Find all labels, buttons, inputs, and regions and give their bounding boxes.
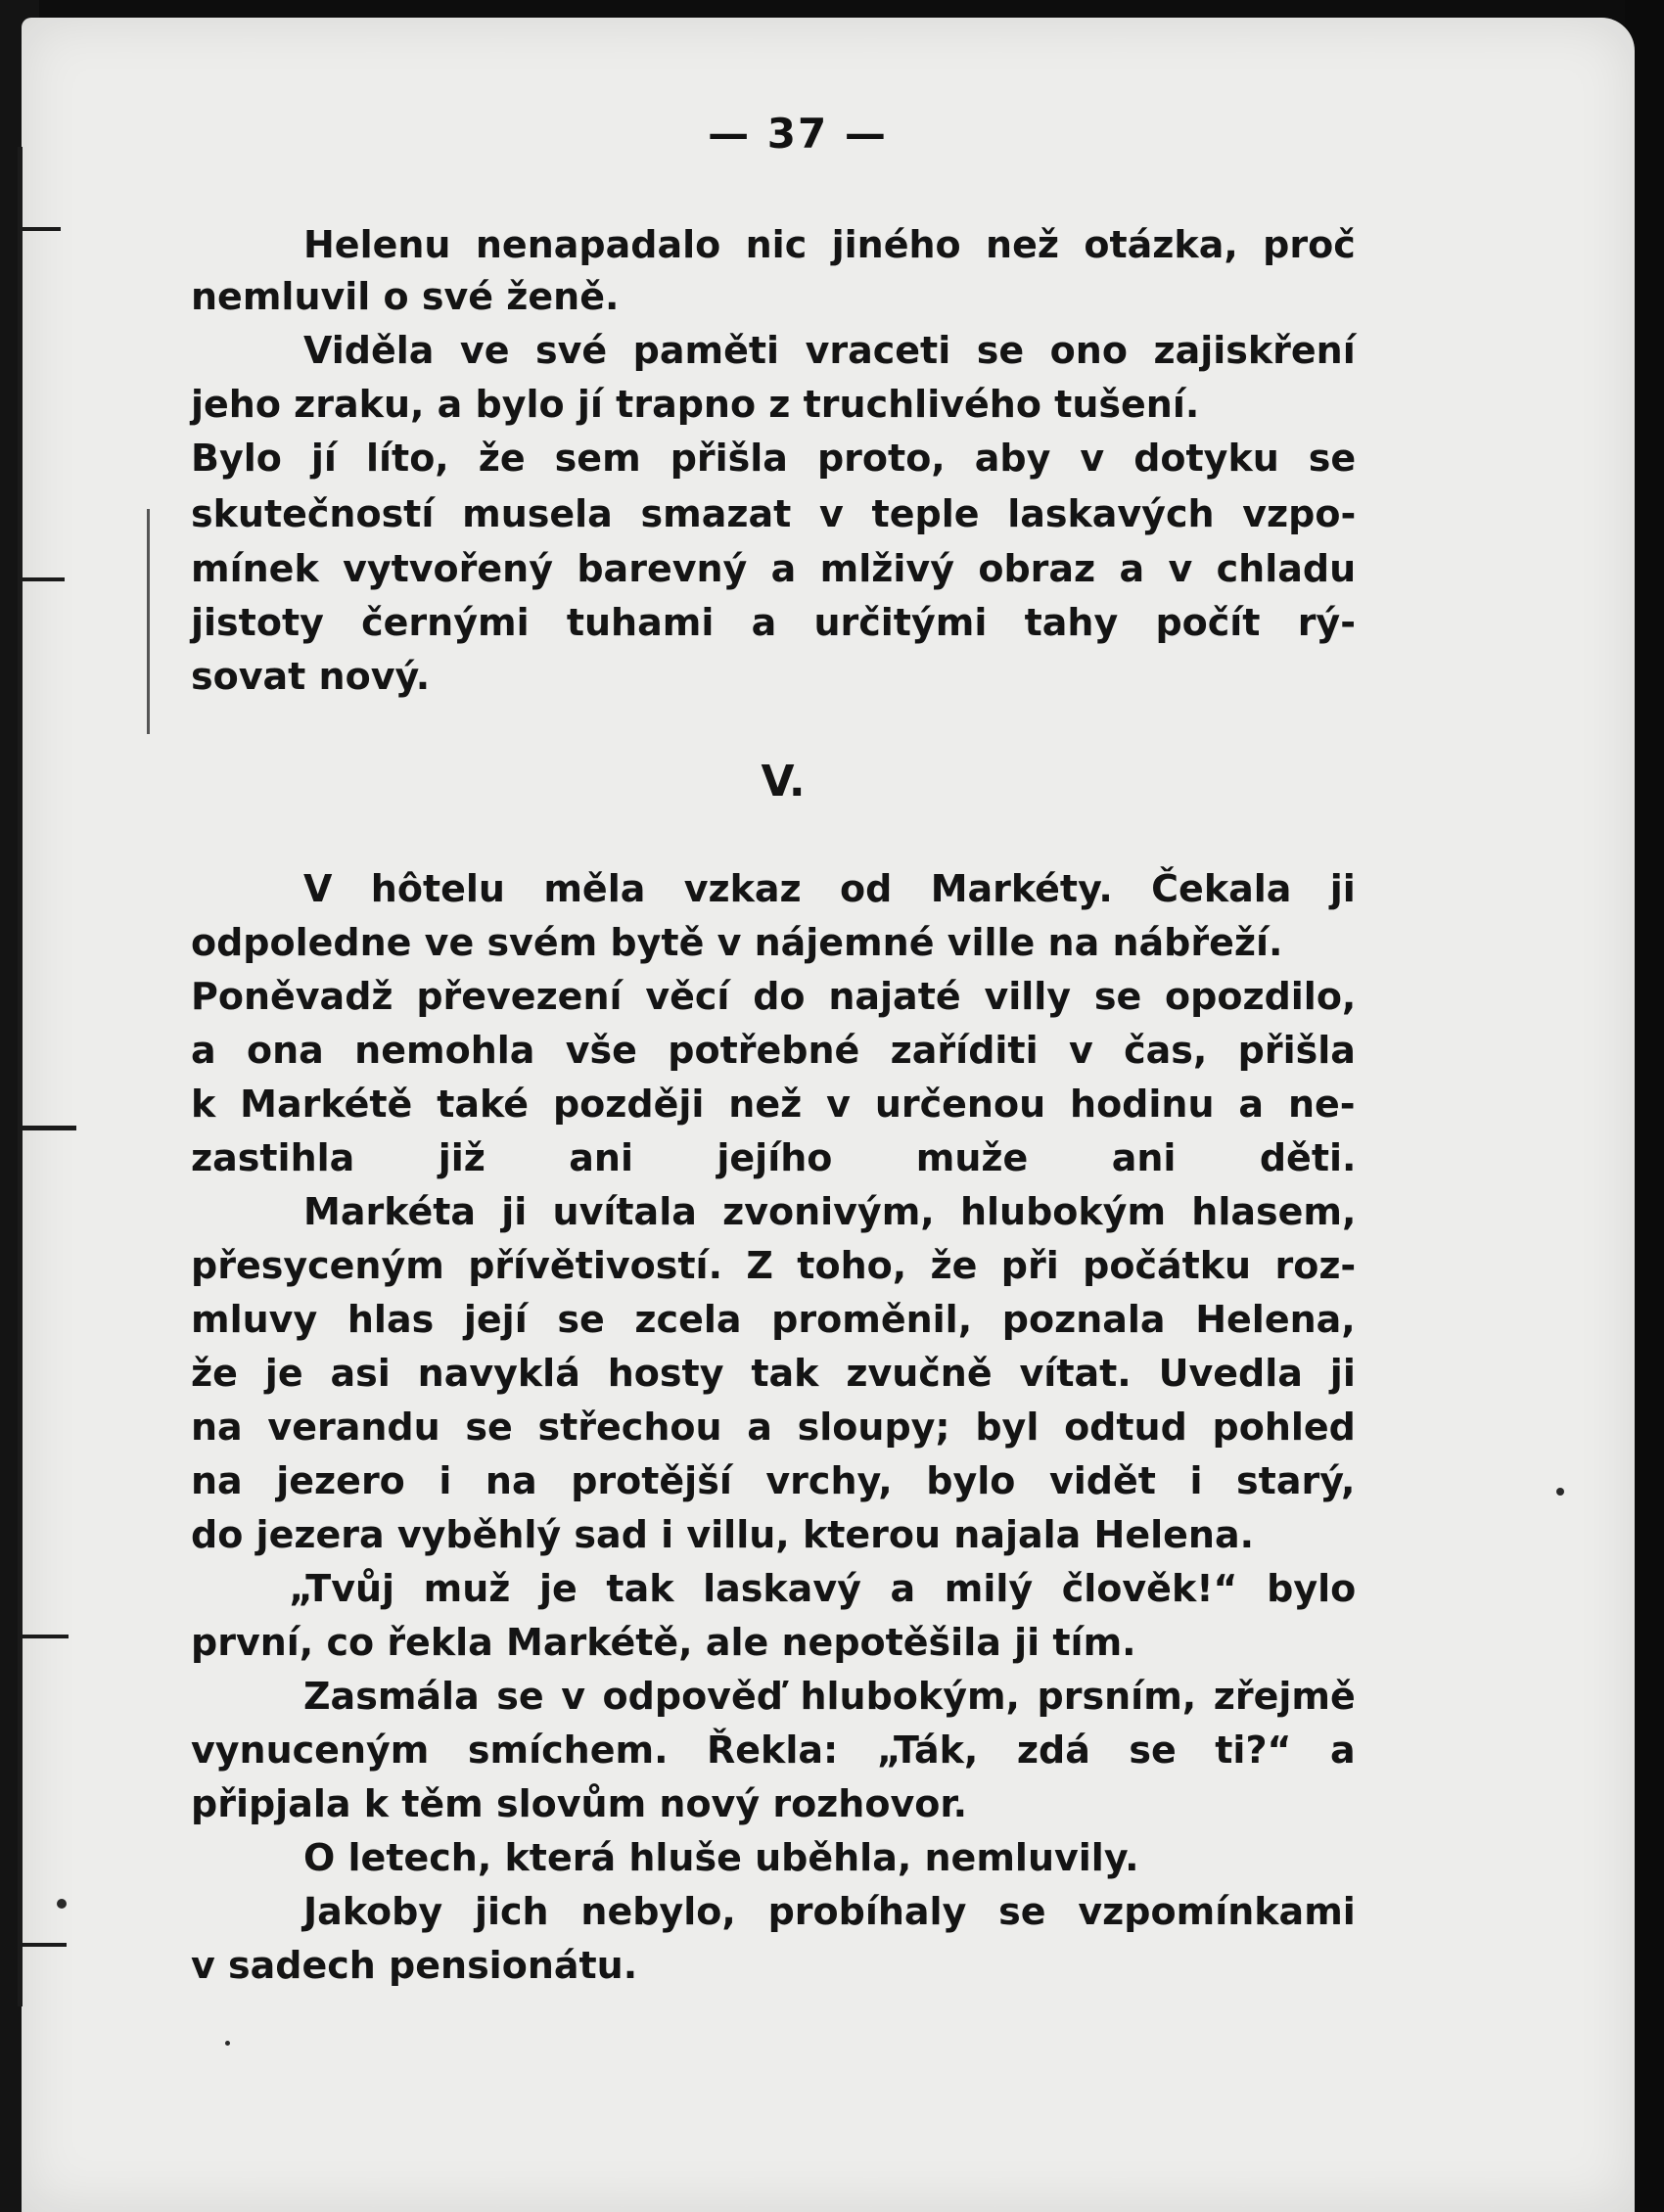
binding-tick bbox=[18, 1635, 69, 1638]
binding-tick bbox=[18, 227, 61, 231]
text-line: jeho zraku, a bylo jí trapno z truchlivého tušení. bbox=[191, 383, 1200, 426]
text-line: a ona nemohla vše potřebné zaříditi v čas, přišla bbox=[191, 1029, 1356, 1072]
text-line: O letech, která hluše uběhla, nemluvily. bbox=[303, 1836, 1139, 1879]
text-line: Helenu nenapadalo nic jiného než otázka, proč bbox=[303, 223, 1356, 266]
text-line: vynuceným smíchem. Řekla: „Ták, zdá se ti?“ a bbox=[191, 1728, 1356, 1772]
text-line: Jakoby jich nebylo, probíhaly se vzpomínkami bbox=[303, 1890, 1356, 1933]
text-line: skutečností musela smazat v teple laskavých vzpo- bbox=[191, 492, 1357, 535]
text-line: odpoledne ve svém bytě v nájemné ville na nábřeží. bbox=[191, 921, 1283, 964]
text-line: k Markétě také později než v určenou hodinu a ne- bbox=[191, 1083, 1356, 1126]
text-line: Poněvadž převezení věcí do najaté villy se opozdilo, bbox=[191, 975, 1357, 1018]
text-line: Zasmála se v odpověď hlubokým, prsním, zřejmě bbox=[303, 1675, 1356, 1718]
text-line: mluvy hlas její se zcela proměnil, poznala Helena, bbox=[191, 1298, 1356, 1341]
text-line: V hôtelu měla vzkaz od Markéty. Čekala ji bbox=[303, 867, 1356, 910]
text-line: Markéta ji uvítala zvonivým, hlubokým hlasem, bbox=[303, 1190, 1357, 1233]
text-line: v sadech pensionátu. bbox=[191, 1944, 638, 1987]
text-line: nemluvil o své ženě. bbox=[191, 275, 620, 318]
text-line: zastihla již ani jejího muže ani děti. bbox=[191, 1136, 1357, 1179]
text-line: jistoty černými tuhami a určitými tahy počít rý- bbox=[191, 601, 1356, 644]
text-line: sovat nový. bbox=[191, 655, 431, 698]
margin-pencil-mark bbox=[147, 509, 150, 734]
text-line: připjala k těm slovům nový rozhovor. bbox=[191, 1782, 968, 1825]
text-line: na jezero i na protější vrchy, bylo vidět i starý, bbox=[191, 1459, 1356, 1502]
text-line: mínek vytvořený barevný a mlživý obraz a v chladu bbox=[191, 547, 1357, 590]
text-line: první, co řekla Markétě, ale nepotěšila ji tím. bbox=[191, 1621, 1136, 1664]
text-line: do jezera vyběhlý sad i villu, kterou najala Helena. bbox=[191, 1513, 1255, 1556]
section-heading: V. bbox=[761, 757, 806, 806]
text-line: Bylo jí líto, že sem přišla proto, aby v dotyku se bbox=[191, 437, 1357, 480]
text-line: přesyceným přívětivostí. Z toho, že při počátku roz- bbox=[191, 1244, 1357, 1287]
ink-speck bbox=[57, 1899, 67, 1909]
binding-tick bbox=[18, 1943, 67, 1947]
ink-speck bbox=[225, 2041, 230, 2046]
binding-tick bbox=[18, 1126, 76, 1130]
binding-tick bbox=[18, 577, 65, 581]
text-line: „Tvůj muž je tak laskavý a milý člověk!“ bylo bbox=[289, 1567, 1357, 1610]
text-line: na verandu se střechou a sloupy; byl odtud pohled bbox=[191, 1406, 1356, 1449]
page-number: — 37 — bbox=[708, 110, 888, 158]
text-line: Viděla ve své paměti vraceti se ono zajiskření bbox=[303, 329, 1356, 372]
binding-rule bbox=[18, 147, 23, 2006]
text-line: že je asi navyklá hosty tak zvučně vítat. Uvedla ji bbox=[191, 1352, 1356, 1395]
